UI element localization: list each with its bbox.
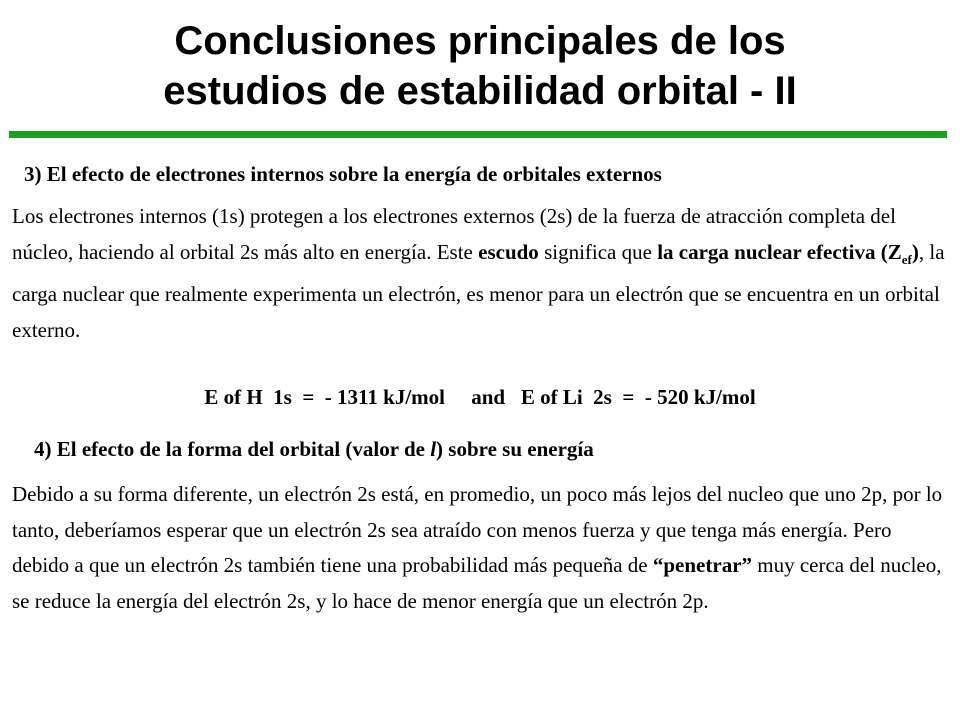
energy-li-2s: E of Li 2s = - 520 kJ/mol bbox=[520, 385, 756, 409]
title-divider bbox=[9, 131, 947, 138]
section-4-paragraph bbox=[12, 477, 947, 619]
zeff-subscript: ef bbox=[901, 251, 912, 267]
section-3-text-b: significa que bbox=[538, 239, 658, 264]
energy-comparison bbox=[0, 384, 960, 410]
title-line-1: Conclusiones principales de los bbox=[174, 19, 786, 63]
section-4-text-a: Debido a su forma diferente, un electrón 2s está, en promedio, un poco más lejos del nucleo que uno 2p, por lo tanto, deberíamos esperar que un electrón 2s sea atraído con menos fuerza y que tenga más energía. Pero debido a que un electrón 2s también tiene una probabilidad más pequeña de bbox=[12, 482, 943, 577]
zeff-label: la carga nuclear efectiva (Z bbox=[657, 239, 902, 264]
zeff-term bbox=[657, 239, 919, 267]
section-4-heading-l: l bbox=[430, 437, 437, 461]
zeff-close: ) bbox=[911, 239, 919, 264]
section-3-heading: 3) El efecto de electrones internos sobre la energía de orbitales externos bbox=[24, 162, 662, 186]
energy-joiner: and bbox=[471, 385, 506, 409]
escudo-term: escudo bbox=[478, 239, 539, 264]
section-3-text-a: Los electrones internos (1s) protegen a los electrones externos (2s) de la fuerza de atracción completa del núcleo, haciendo al orbital 2s más alto en energía. Este bbox=[12, 204, 896, 264]
penetrar-term: “penetrar” bbox=[652, 553, 753, 577]
section-4-heading-a: 4) El efecto de la forma del orbital (valor de bbox=[34, 437, 431, 461]
slide-title bbox=[0, 16, 960, 116]
section-4-heading-b: ) sobre su energía bbox=[436, 437, 594, 461]
section-4-heading bbox=[34, 436, 594, 462]
energy-h-1s: E of H 1s = - 1311 kJ/mol bbox=[204, 385, 445, 409]
section-4-text-b: muy cerca del nucleo, se reduce la energía del electrón 2s, y lo hace de menor energía que un electrón 2p. bbox=[12, 553, 942, 613]
section-3-paragraph bbox=[12, 199, 947, 348]
section-3-text-c: , la carga nuclear que realmente experimenta un electrón, es menor para un electrón que se encuentra en un orbital externo. bbox=[12, 239, 945, 342]
title-line-2: estudios de estabilidad orbital - II bbox=[163, 69, 797, 113]
